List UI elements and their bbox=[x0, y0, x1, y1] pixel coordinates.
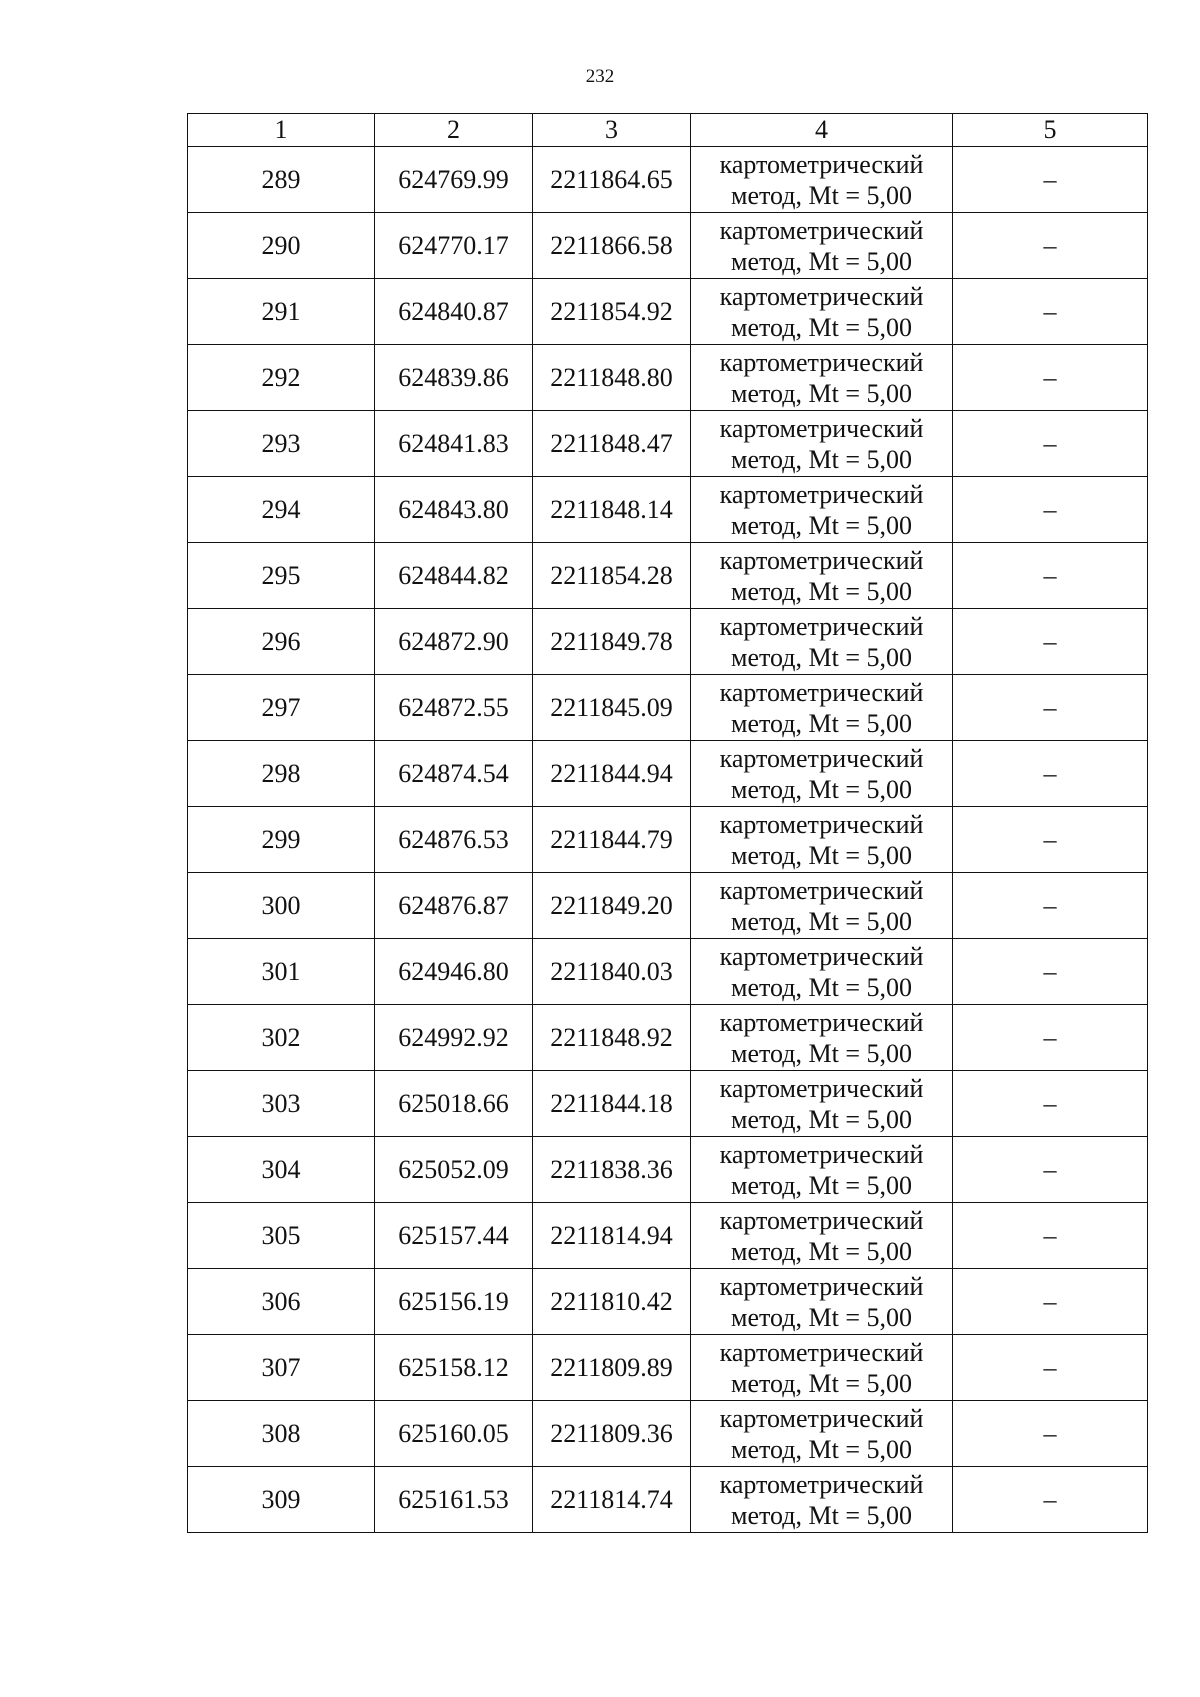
method-line-2: метод, Mt = 5,00 bbox=[731, 1038, 912, 1068]
point-number-cell: 307 bbox=[188, 1335, 375, 1401]
method-line-2: метод, Mt = 5,00 bbox=[731, 1500, 912, 1530]
x-coordinate-cell: 625018.66 bbox=[375, 1071, 533, 1137]
x-coordinate-cell: 624946.80 bbox=[375, 939, 533, 1005]
point-number-cell: 301 bbox=[188, 939, 375, 1005]
col5-cell: – bbox=[953, 543, 1148, 609]
y-coordinate-cell: 2211848.80 bbox=[533, 345, 691, 411]
x-coordinate-cell: 624769.99 bbox=[375, 147, 533, 213]
table-row bbox=[188, 1137, 1148, 1203]
method-line-2: метод, Mt = 5,00 bbox=[731, 246, 912, 276]
header-col-3: 3 bbox=[533, 114, 691, 147]
x-coordinate-cell: 625052.09 bbox=[375, 1137, 533, 1203]
col5-cell: – bbox=[953, 807, 1148, 873]
method-line-1: картометрический bbox=[719, 149, 924, 179]
method-line-2: метод, Mt = 5,00 bbox=[731, 972, 912, 1002]
x-coordinate-cell: 624841.83 bbox=[375, 411, 533, 477]
table-row bbox=[188, 411, 1148, 477]
method-cell bbox=[691, 543, 953, 609]
method-line-1: картометрический bbox=[719, 1205, 924, 1235]
table-row bbox=[188, 543, 1148, 609]
y-coordinate-cell: 2211866.58 bbox=[533, 213, 691, 279]
y-coordinate-cell: 2211844.79 bbox=[533, 807, 691, 873]
method-line-2: метод, Mt = 5,00 bbox=[731, 1104, 912, 1134]
header-col-5: 5 bbox=[953, 114, 1148, 147]
col5-cell: – bbox=[953, 1269, 1148, 1335]
method-line-1: картометрический bbox=[719, 677, 924, 707]
point-number-cell: 309 bbox=[188, 1467, 375, 1533]
col5-cell: – bbox=[953, 345, 1148, 411]
point-number-cell: 294 bbox=[188, 477, 375, 543]
x-coordinate-cell: 624840.87 bbox=[375, 279, 533, 345]
x-coordinate-cell: 624992.92 bbox=[375, 1005, 533, 1071]
method-line-2: метод, Mt = 5,00 bbox=[731, 1302, 912, 1332]
table-row bbox=[188, 1005, 1148, 1071]
point-number-cell: 289 bbox=[188, 147, 375, 213]
method-cell bbox=[691, 1137, 953, 1203]
method-line-2: метод, Mt = 5,00 bbox=[731, 510, 912, 540]
method-line-2: метод, Mt = 5,00 bbox=[731, 444, 912, 474]
x-coordinate-cell: 624876.53 bbox=[375, 807, 533, 873]
method-cell bbox=[691, 675, 953, 741]
table-row bbox=[188, 1335, 1148, 1401]
method-cell bbox=[691, 477, 953, 543]
point-number-cell: 292 bbox=[188, 345, 375, 411]
method-cell bbox=[691, 1071, 953, 1137]
method-line-2: метод, Mt = 5,00 bbox=[731, 774, 912, 804]
table-row bbox=[188, 147, 1148, 213]
table-row bbox=[188, 213, 1148, 279]
method-line-1: картометрический bbox=[719, 215, 924, 245]
y-coordinate-cell: 2211844.18 bbox=[533, 1071, 691, 1137]
method-line-1: картометрический bbox=[719, 743, 924, 773]
method-cell bbox=[691, 609, 953, 675]
method-cell bbox=[691, 213, 953, 279]
col5-cell: – bbox=[953, 741, 1148, 807]
col5-cell: – bbox=[953, 213, 1148, 279]
method-cell bbox=[691, 411, 953, 477]
y-coordinate-cell: 2211844.94 bbox=[533, 741, 691, 807]
col5-cell: – bbox=[953, 1203, 1148, 1269]
method-line-1: картометрический bbox=[719, 611, 924, 641]
method-cell bbox=[691, 1005, 953, 1071]
method-line-1: картометрический bbox=[719, 1007, 924, 1037]
method-cell bbox=[691, 1401, 953, 1467]
point-number-cell: 296 bbox=[188, 609, 375, 675]
col5-cell: – bbox=[953, 279, 1148, 345]
table-row bbox=[188, 873, 1148, 939]
table-row bbox=[188, 477, 1148, 543]
method-line-1: картометрический bbox=[719, 809, 924, 839]
point-number-cell: 295 bbox=[188, 543, 375, 609]
y-coordinate-cell: 2211848.14 bbox=[533, 477, 691, 543]
x-coordinate-cell: 624872.90 bbox=[375, 609, 533, 675]
col5-cell: – bbox=[953, 1137, 1148, 1203]
table-row bbox=[188, 609, 1148, 675]
y-coordinate-cell: 2211849.78 bbox=[533, 609, 691, 675]
header-col-4: 4 bbox=[691, 114, 953, 147]
method-line-1: картометрический bbox=[719, 545, 924, 575]
method-cell bbox=[691, 1335, 953, 1401]
x-coordinate-cell: 624876.87 bbox=[375, 873, 533, 939]
x-coordinate-cell: 624844.82 bbox=[375, 543, 533, 609]
method-line-1: картометрический bbox=[719, 479, 924, 509]
method-cell bbox=[691, 873, 953, 939]
col5-cell: – bbox=[953, 675, 1148, 741]
x-coordinate-cell: 625156.19 bbox=[375, 1269, 533, 1335]
table-body bbox=[188, 114, 1148, 1533]
point-number-cell: 299 bbox=[188, 807, 375, 873]
method-cell bbox=[691, 1203, 953, 1269]
table-row bbox=[188, 345, 1148, 411]
x-coordinate-cell: 625161.53 bbox=[375, 1467, 533, 1533]
method-line-2: метод, Mt = 5,00 bbox=[731, 708, 912, 738]
col5-cell: – bbox=[953, 1071, 1148, 1137]
point-number-cell: 290 bbox=[188, 213, 375, 279]
point-number-cell: 306 bbox=[188, 1269, 375, 1335]
method-line-2: метод, Mt = 5,00 bbox=[731, 1170, 912, 1200]
method-line-1: картометрический bbox=[719, 1337, 924, 1367]
page-number: 232 bbox=[585, 66, 615, 87]
y-coordinate-cell: 2211845.09 bbox=[533, 675, 691, 741]
col5-cell: – bbox=[953, 609, 1148, 675]
table-row bbox=[188, 939, 1148, 1005]
point-number-cell: 305 bbox=[188, 1203, 375, 1269]
method-line-2: метод, Mt = 5,00 bbox=[731, 1434, 912, 1464]
method-cell bbox=[691, 345, 953, 411]
y-coordinate-cell: 2211840.03 bbox=[533, 939, 691, 1005]
point-number-cell: 304 bbox=[188, 1137, 375, 1203]
method-line-1: картометрический bbox=[719, 1139, 924, 1169]
col5-cell: – bbox=[953, 1005, 1148, 1071]
point-number-cell: 297 bbox=[188, 675, 375, 741]
point-number-cell: 300 bbox=[188, 873, 375, 939]
x-coordinate-cell: 624872.55 bbox=[375, 675, 533, 741]
y-coordinate-cell: 2211810.42 bbox=[533, 1269, 691, 1335]
header-col-1: 1 bbox=[188, 114, 375, 147]
method-cell bbox=[691, 279, 953, 345]
method-line-2: метод, Mt = 5,00 bbox=[731, 312, 912, 342]
method-line-1: картометрический bbox=[719, 1469, 924, 1499]
y-coordinate-cell: 2211809.89 bbox=[533, 1335, 691, 1401]
point-number-cell: 302 bbox=[188, 1005, 375, 1071]
method-line-1: картометрический bbox=[719, 1271, 924, 1301]
table-row bbox=[188, 1203, 1148, 1269]
x-coordinate-cell: 624839.86 bbox=[375, 345, 533, 411]
y-coordinate-cell: 2211848.47 bbox=[533, 411, 691, 477]
method-line-2: метод, Mt = 5,00 bbox=[731, 840, 912, 870]
method-cell bbox=[691, 807, 953, 873]
col5-cell: – bbox=[953, 873, 1148, 939]
col5-cell: – bbox=[953, 1467, 1148, 1533]
col5-cell: – bbox=[953, 411, 1148, 477]
col5-cell: – bbox=[953, 147, 1148, 213]
method-line-1: картометрический bbox=[719, 413, 924, 443]
y-coordinate-cell: 2211849.20 bbox=[533, 873, 691, 939]
method-line-2: метод, Mt = 5,00 bbox=[731, 180, 912, 210]
x-coordinate-cell: 625160.05 bbox=[375, 1401, 533, 1467]
y-coordinate-cell: 2211864.65 bbox=[533, 147, 691, 213]
x-coordinate-cell: 624843.80 bbox=[375, 477, 533, 543]
col5-cell: – bbox=[953, 1401, 1148, 1467]
method-cell bbox=[691, 1269, 953, 1335]
method-line-1: картометрический bbox=[719, 1403, 924, 1433]
method-line-1: картометрический bbox=[719, 1073, 924, 1103]
method-line-2: метод, Mt = 5,00 bbox=[731, 906, 912, 936]
coordinates-table bbox=[187, 113, 1148, 1533]
method-line-1: картометрический bbox=[719, 281, 924, 311]
table-row bbox=[188, 741, 1148, 807]
table-row bbox=[188, 1467, 1148, 1533]
table-header-row bbox=[188, 114, 1148, 147]
y-coordinate-cell: 2211814.94 bbox=[533, 1203, 691, 1269]
point-number-cell: 308 bbox=[188, 1401, 375, 1467]
x-coordinate-cell: 625158.12 bbox=[375, 1335, 533, 1401]
y-coordinate-cell: 2211848.92 bbox=[533, 1005, 691, 1071]
y-coordinate-cell: 2211814.74 bbox=[533, 1467, 691, 1533]
x-coordinate-cell: 624770.17 bbox=[375, 213, 533, 279]
col5-cell: – bbox=[953, 1335, 1148, 1401]
method-cell bbox=[691, 147, 953, 213]
method-line-2: метод, Mt = 5,00 bbox=[731, 1368, 912, 1398]
point-number-cell: 298 bbox=[188, 741, 375, 807]
col5-cell: – bbox=[953, 939, 1148, 1005]
table-row bbox=[188, 279, 1148, 345]
method-line-1: картометрический bbox=[719, 941, 924, 971]
header-col-2: 2 bbox=[375, 114, 533, 147]
y-coordinate-cell: 2211854.28 bbox=[533, 543, 691, 609]
method-cell bbox=[691, 939, 953, 1005]
method-line-1: картометрический bbox=[719, 347, 924, 377]
method-line-2: метод, Mt = 5,00 bbox=[731, 1236, 912, 1266]
table-row bbox=[188, 807, 1148, 873]
y-coordinate-cell: 2211854.92 bbox=[533, 279, 691, 345]
method-cell bbox=[691, 741, 953, 807]
y-coordinate-cell: 2211809.36 bbox=[533, 1401, 691, 1467]
method-line-1: картометрический bbox=[719, 875, 924, 905]
table-row bbox=[188, 675, 1148, 741]
method-cell bbox=[691, 1467, 953, 1533]
col5-cell: – bbox=[953, 477, 1148, 543]
point-number-cell: 293 bbox=[188, 411, 375, 477]
table-row bbox=[188, 1401, 1148, 1467]
x-coordinate-cell: 624874.54 bbox=[375, 741, 533, 807]
point-number-cell: 303 bbox=[188, 1071, 375, 1137]
table-row bbox=[188, 1071, 1148, 1137]
point-number-cell: 291 bbox=[188, 279, 375, 345]
method-line-2: метод, Mt = 5,00 bbox=[731, 378, 912, 408]
x-coordinate-cell: 625157.44 bbox=[375, 1203, 533, 1269]
method-line-2: метод, Mt = 5,00 bbox=[731, 642, 912, 672]
y-coordinate-cell: 2211838.36 bbox=[533, 1137, 691, 1203]
method-line-2: метод, Mt = 5,00 bbox=[731, 576, 912, 606]
table-row bbox=[188, 1269, 1148, 1335]
